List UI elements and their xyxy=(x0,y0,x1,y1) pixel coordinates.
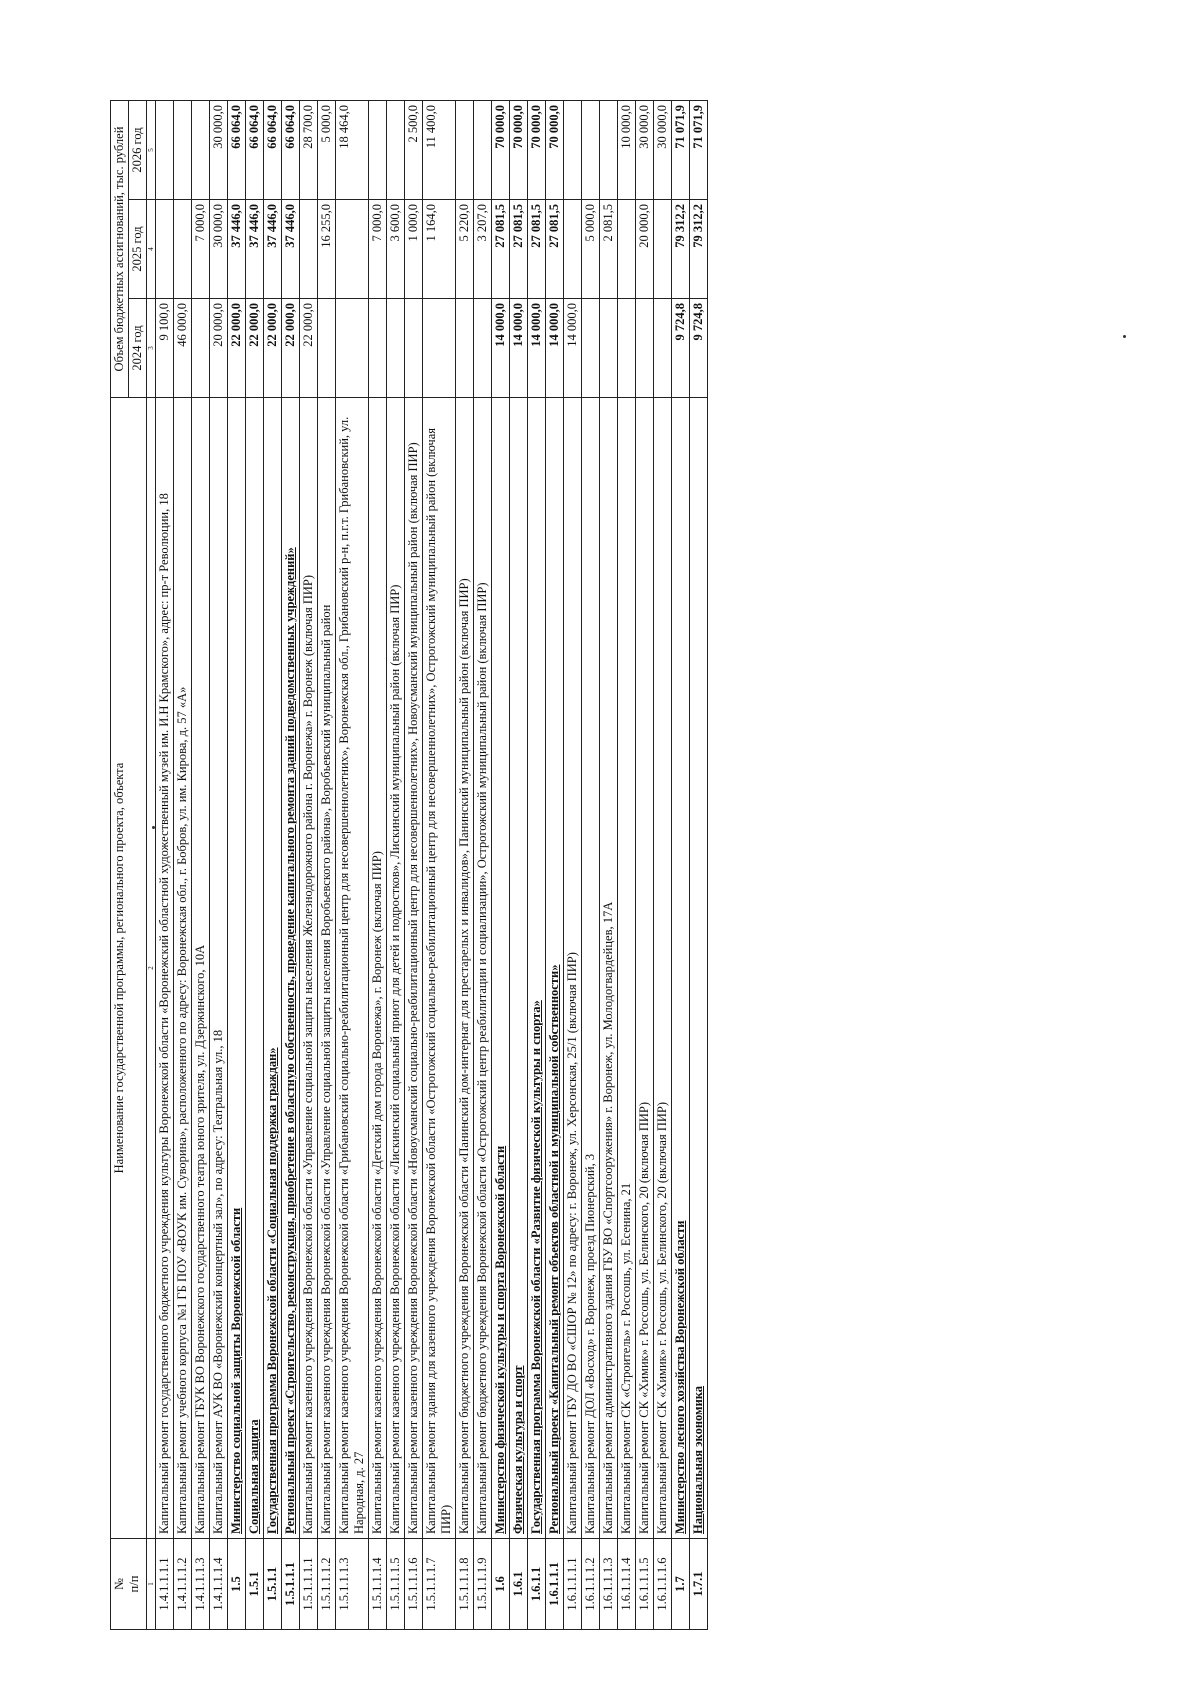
table-row xyxy=(318,101,336,1630)
value-2025: 16 255,0 xyxy=(318,200,336,299)
col-2024-header: 2024 год xyxy=(129,299,147,398)
row-name: Министерство физической культуры и спорта Воронежской области xyxy=(492,398,510,1539)
value-2024 xyxy=(636,299,654,398)
table-row xyxy=(474,101,492,1630)
header-index-row xyxy=(147,101,156,1630)
value-2025: 27 081,5 xyxy=(528,200,546,299)
value-2024: 22 000,0 xyxy=(228,299,246,398)
row-number: 1.4.1.1.1.3 xyxy=(192,1539,210,1630)
scan-speck xyxy=(1123,335,1126,338)
table-row xyxy=(300,101,318,1630)
value-2024: 20 000,0 xyxy=(210,299,228,398)
value-2024: 46 000,0 xyxy=(174,299,192,398)
value-2024 xyxy=(192,299,210,398)
value-2025: 3 600,0 xyxy=(387,200,405,299)
value-2024 xyxy=(654,299,672,398)
col-name-header: Наименование государственной программы, регионального проекта, объекта xyxy=(111,398,147,1539)
value-2026 xyxy=(582,101,600,200)
value-2024 xyxy=(387,299,405,398)
value-2025 xyxy=(174,200,192,299)
value-2026 xyxy=(474,101,492,200)
row-name: Социальная защита xyxy=(246,398,264,1539)
value-2024 xyxy=(336,299,369,398)
value-2024 xyxy=(618,299,636,398)
table-row xyxy=(387,101,405,1630)
value-2026: 5 000,0 xyxy=(318,101,336,200)
value-2024: 9 100,0 xyxy=(156,299,174,398)
value-2025 xyxy=(654,200,672,299)
value-2026: 70 000,0 xyxy=(528,101,546,200)
value-2026: 30 000,0 xyxy=(636,101,654,200)
value-2025: 3 207,0 xyxy=(474,200,492,299)
row-number: 1.6.1.1.1.5 xyxy=(636,1539,654,1630)
value-2026 xyxy=(192,101,210,200)
row-name: Капитальный ремонт казенного учреждения Воронежской области «Лискинский социальный приют для детей и подростков», Лискинский муниципальный район (включая ПИР) xyxy=(387,398,405,1539)
table-row xyxy=(192,101,210,1630)
value-2025: 37 446,0 xyxy=(228,200,246,299)
row-number: 1.5.1.1.1.4 xyxy=(369,1539,387,1630)
row-name: Капитальный ремонт государственного бюджетного учреждения культуры Воронежской области «Воронежский областной художественный музей им. И.Н Крамского», адрес: пр-т Революции, 18 xyxy=(156,398,174,1539)
value-2025: 27 081,5 xyxy=(546,200,564,299)
row-number: 1.5.1.1.1.1 xyxy=(300,1539,318,1630)
value-2026: 70 000,0 xyxy=(492,101,510,200)
value-2025 xyxy=(300,200,318,299)
value-2025: 30 000,0 xyxy=(210,200,228,299)
value-2026: 11 400,0 xyxy=(423,101,456,200)
value-2026: 71 071,9 xyxy=(672,101,690,200)
row-number: 1.5.1.1.1.7 xyxy=(423,1539,456,1630)
row-number: 1.4.1.1.1.1 xyxy=(156,1539,174,1630)
row-number: 1.7 xyxy=(672,1539,690,1630)
row-name: Капитальный ремонт СК «Химик» г. Россошь, ул. Белинского, 20 (включая ПИР) xyxy=(636,398,654,1539)
row-name: Государственная программа Воронежской области «Развитие физической культуры и спорта» xyxy=(528,398,546,1539)
row-number: 1.6.1.1.1.2 xyxy=(582,1539,600,1630)
row-number: 1.5.1 xyxy=(246,1539,264,1630)
value-2026: 2 500,0 xyxy=(405,101,423,200)
col-2025-header: 2025 год xyxy=(129,200,147,299)
row-name: Национальная экономика xyxy=(690,398,708,1539)
row-name: Капитальный ремонт бюджетного учреждения Воронежской области «Острогожский центр реабилитации и социализации», Острогожский муниципальный район (включая ПИР) xyxy=(474,398,492,1539)
row-name: Капитальный ремонт административного здания ГБУ ВО «Спортсооружения» г. Воронеж, ул. Молодогвардейцев, 17А xyxy=(600,398,618,1539)
value-2025: 7 000,0 xyxy=(369,200,387,299)
row-number: 1.6.1.1.1 xyxy=(546,1539,564,1630)
table-row xyxy=(546,101,564,1630)
row-number: 1.4.1.1.1.2 xyxy=(174,1539,192,1630)
value-2026: 28 700,0 xyxy=(300,101,318,200)
rotated-content xyxy=(110,100,1200,1630)
value-2024 xyxy=(474,299,492,398)
table-row xyxy=(582,101,600,1630)
row-number: 1.5.1.1.1.8 xyxy=(456,1539,474,1630)
value-2024: 14 000,0 xyxy=(492,299,510,398)
value-2025: 20 000,0 xyxy=(636,200,654,299)
row-name: Региональный проект «Строительство, реконструкция, приобретение в областную собственность, проведение капитального ремонта зданий подведомственных учреждений» xyxy=(282,398,300,1539)
value-2026 xyxy=(564,101,582,200)
value-2026 xyxy=(387,101,405,200)
value-2025: 1 000,0 xyxy=(405,200,423,299)
value-2026 xyxy=(369,101,387,200)
row-number: 1.5.1.1 xyxy=(264,1539,282,1630)
value-2024 xyxy=(582,299,600,398)
value-2026 xyxy=(600,101,618,200)
value-2024 xyxy=(369,299,387,398)
table-row xyxy=(228,101,246,1630)
value-2024: 22 000,0 xyxy=(264,299,282,398)
row-number: 1.5.1.1.1.5 xyxy=(387,1539,405,1630)
value-2024: 14 000,0 xyxy=(546,299,564,398)
table-row xyxy=(672,101,690,1630)
row-name: Министерство социальной защиты Воронежской области xyxy=(228,398,246,1539)
value-2024 xyxy=(456,299,474,398)
table-row xyxy=(636,101,654,1630)
row-number: 1.6.1.1 xyxy=(528,1539,546,1630)
row-name: Физическая культура и спорт xyxy=(510,398,528,1539)
row-name: Капитальный ремонт СК «Строитель» г. Россошь, ул. Есенина, 21 xyxy=(618,398,636,1539)
row-number: 1.6.1.1.1.1 xyxy=(564,1539,582,1630)
value-2025: 27 081,5 xyxy=(510,200,528,299)
scan-speck xyxy=(152,826,155,829)
value-2026: 30 000,0 xyxy=(654,101,672,200)
col-volume-header: Объем бюджетных ассигнований, тыс. рублей xyxy=(111,101,129,398)
row-name: Министерство лесного хозяйства Воронежской области xyxy=(672,398,690,1539)
row-number: 1.5.1.1.1.3 xyxy=(336,1539,369,1630)
rotated-page xyxy=(110,100,1200,1630)
table-row xyxy=(564,101,582,1630)
value-2025: 79 312,2 xyxy=(690,200,708,299)
col-index-4: 4 xyxy=(147,200,156,299)
value-2024 xyxy=(318,299,336,398)
table-row xyxy=(492,101,510,1630)
col-num-header: № п/п xyxy=(111,1539,147,1630)
value-2024 xyxy=(600,299,618,398)
table-row xyxy=(654,101,672,1630)
row-number: 1.5.1.1.1.6 xyxy=(405,1539,423,1630)
table-row xyxy=(210,101,228,1630)
row-number: 1.6.1.1.1.4 xyxy=(618,1539,636,1630)
value-2024 xyxy=(423,299,456,398)
row-name: Капитальный ремонт казенного учреждения Воронежской области «Новоусманский социально-реабилитационный центр для несовершеннолетних», Новоусманский муниципальный район (включая ПИР) xyxy=(405,398,423,1539)
value-2025: 79 312,2 xyxy=(672,200,690,299)
table-row xyxy=(423,101,456,1630)
value-2025: 37 446,0 xyxy=(282,200,300,299)
row-name: Капитальный ремонт ДОЛ «Восход» г. Воронеж, проезд Пионерский, 3 xyxy=(582,398,600,1539)
table-row xyxy=(510,101,528,1630)
row-name: Капитальный ремонт здания для казенного учреждения Воронежской области «Острогожский социально-реабилитационный центр для несовершеннолетних», Острогожский муниципальный район (включая ПИР) xyxy=(423,398,456,1539)
value-2025 xyxy=(564,200,582,299)
table-row xyxy=(246,101,264,1630)
value-2025 xyxy=(156,200,174,299)
value-2025: 7 000,0 xyxy=(192,200,210,299)
value-2026 xyxy=(456,101,474,200)
row-number: 1.6.1.1.1.3 xyxy=(600,1539,618,1630)
table-row xyxy=(174,101,192,1630)
row-number: 1.5 xyxy=(228,1539,246,1630)
table-row xyxy=(528,101,546,1630)
table-row xyxy=(264,101,282,1630)
table-row xyxy=(405,101,423,1630)
table-row xyxy=(690,101,708,1630)
row-number: 1.6.1 xyxy=(510,1539,528,1630)
row-number: 1.5.1.1.1.9 xyxy=(474,1539,492,1630)
row-number: 1.5.1.1.1.2 xyxy=(318,1539,336,1630)
value-2024: 14 000,0 xyxy=(528,299,546,398)
col-index-3: 3 xyxy=(147,299,156,398)
value-2025: 1 164,0 xyxy=(423,200,456,299)
value-2025: 27 081,5 xyxy=(492,200,510,299)
value-2024: 9 724,8 xyxy=(690,299,708,398)
value-2024: 22 000,0 xyxy=(282,299,300,398)
table-row xyxy=(600,101,618,1630)
row-number: 1.6.1.1.1.6 xyxy=(654,1539,672,1630)
value-2026: 70 000,0 xyxy=(546,101,564,200)
row-name: Капитальный ремонт казенного учреждения Воронежской области «Управление социальной защиты населения Воробьевского района», Воробьевский муниципальный район xyxy=(318,398,336,1539)
value-2024: 14 000,0 xyxy=(564,299,582,398)
value-2026 xyxy=(156,101,174,200)
row-name: Региональный проект «Капитальный ремонт объектов областной и муниципальной собственности» xyxy=(546,398,564,1539)
col-2026-header: 2026 год xyxy=(129,101,147,200)
row-number: 1.7.1 xyxy=(690,1539,708,1630)
table-row xyxy=(336,101,369,1630)
row-number: 1.5.1.1.1 xyxy=(282,1539,300,1630)
col-index-5: 5 xyxy=(147,101,156,200)
row-name: Капитальный ремонт АУК ВО «Воронежский концертный зал», по адресу: Театральная ул., 18 xyxy=(210,398,228,1539)
row-name: Капитальный ремонт казенного учреждения Воронежской области «Управление социальной защиты населения Железнодорожного района г. Воронежа» г. Воронеж (включая ПИР) xyxy=(300,398,318,1539)
value-2026: 66 064,0 xyxy=(228,101,246,200)
value-2024: 22 000,0 xyxy=(246,299,264,398)
value-2026: 66 064,0 xyxy=(282,101,300,200)
table-row xyxy=(618,101,636,1630)
row-name: Капитальный ремонт учебного корпуса №1 ГБ ПОУ «ВОУК им. Суворина», расположенного по адресу: Воронежская обл., г. Бобров, ул. им. Кирова, д. 57 «А» xyxy=(174,398,192,1539)
value-2024: 22 000,0 xyxy=(300,299,318,398)
row-name: Капитальный ремонт ГБУ ДО ВО «СШОР № 12» по адресу: г. Воронеж, ул. Херсонская, 25/1 (включая ПИР) xyxy=(564,398,582,1539)
value-2026: 18 464,0 xyxy=(336,101,369,200)
value-2025: 5 220,0 xyxy=(456,200,474,299)
col-index-2: 2 xyxy=(147,398,156,1539)
value-2024: 14 000,0 xyxy=(510,299,528,398)
table-row xyxy=(156,101,174,1630)
value-2024 xyxy=(405,299,423,398)
row-name: Капитальный ремонт казенного учреждения Воронежской области «Детский дом города Воронежа», г. Воронеж (включая ПИР) xyxy=(369,398,387,1539)
row-number: 1.6 xyxy=(492,1539,510,1630)
row-number: 1.4.1.1.1.4 xyxy=(210,1539,228,1630)
col-index-1: 1 xyxy=(147,1539,156,1630)
value-2025 xyxy=(618,200,636,299)
table-row xyxy=(456,101,474,1630)
table-body xyxy=(156,101,708,1630)
row-name: Капитальный ремонт бюджетного учреждения Воронежской области «Панинский дом-интернат для престарелых и инвалидов», Панинский муниципальный район (включая ПИР) xyxy=(456,398,474,1539)
header-row xyxy=(111,101,129,1630)
value-2026: 66 064,0 xyxy=(246,101,264,200)
value-2025: 5 000,0 xyxy=(582,200,600,299)
value-2025 xyxy=(336,200,369,299)
row-name: Государственная программа Воронежской области «Социальная поддержка граждан» xyxy=(264,398,282,1539)
value-2026: 71 071,9 xyxy=(690,101,708,200)
budget-table xyxy=(110,100,708,1630)
row-name: Капитальный ремонт СК «Химик» г. Россошь, ул. Белинского, 20 (включая ПИР) xyxy=(654,398,672,1539)
value-2025: 37 446,0 xyxy=(264,200,282,299)
table-row xyxy=(369,101,387,1630)
row-name: Капитальный ремонт казенного учреждения Воронежской области «Грибановский социально-реабилитационный центр для несовершеннолетних», Воронежская обл., Грибановский р-н, п.г.т. Грибановский, ул. Народная, д. 27 xyxy=(336,398,369,1539)
value-2026: 70 000,0 xyxy=(510,101,528,200)
table-row xyxy=(282,101,300,1630)
value-2026: 30 000,0 xyxy=(210,101,228,200)
value-2025: 2 081,5 xyxy=(600,200,618,299)
value-2026: 66 064,0 xyxy=(264,101,282,200)
value-2026: 10 000,0 xyxy=(618,101,636,200)
value-2025: 37 446,0 xyxy=(246,200,264,299)
row-name: Капитальный ремонт ГБУК ВО Воронежского государственного театра юного зрителя, ул. Дзержинского, 10А xyxy=(192,398,210,1539)
value-2024: 9 724,8 xyxy=(672,299,690,398)
value-2026 xyxy=(174,101,192,200)
